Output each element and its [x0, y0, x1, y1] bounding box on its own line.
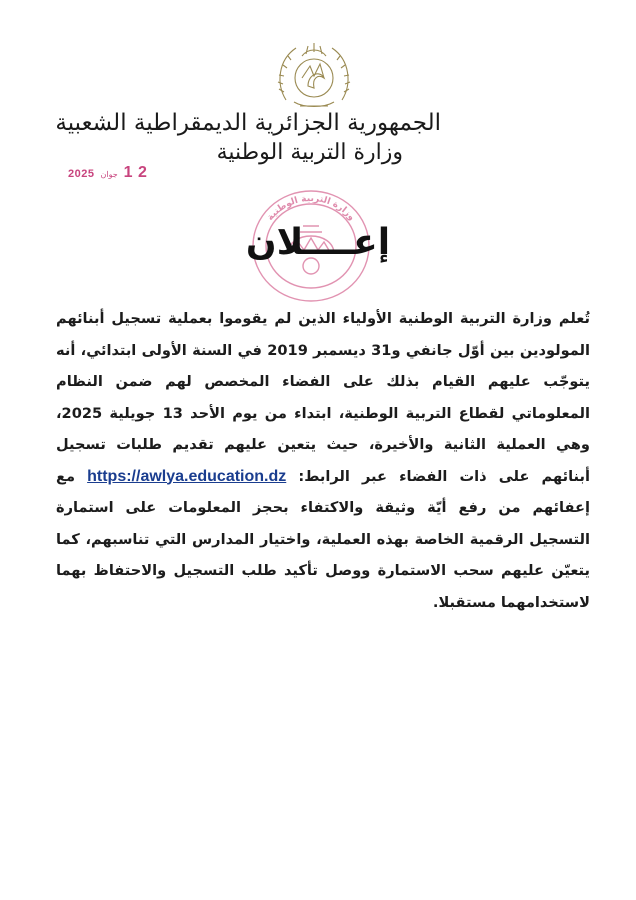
date-stamp-day: 1 2 [123, 164, 148, 181]
announcement-text-part-2: مع إعفائهم من رفع أيّة وثيقة والاكتفاء بحجز المعلومات على استمارة التسجيل الرقمية الخاصة بهذه العملية، واختيار المدارس التي تناسبهم، كما يتعيّن عليهم سحب الاستمارة ووصل تأكيد طلب التسجيل والاحتفاظ بهما لاستخدامهما مستقبلا. [56, 467, 590, 611]
national-emblem-icon [272, 38, 356, 116]
announcement-title: إعــــلان [245, 222, 391, 263]
republic-name: الجمهورية الجزائرية الديمقراطية الشعبية [55, 110, 441, 136]
ministry-name: وزارة التربية الوطنية [216, 140, 403, 165]
announcement-body [56, 303, 590, 618]
announcement-text-part-1: تُعلم وزارة التربية الوطنية الأولياء الذين لم يقوموا بعملية تسجيل أبنائهم المولودين بين أوّل جانفي و31 ديسمبر 2019 في السنة الأولى ابتدائي، أنه يتوجّب عليهم القيام بذلك على الفضاء المخصص لهم ضمن النظام المعلوماتي لقطاع التربية الوطنية، ابتداء من يوم الأحد 13 جويلية 2025، وهي العملية الثانية والأخيرة، حيث يتعين عليهم تقديم طلبات تسجيل أبنائهم على ذات الفضاء عبر الرابط: [56, 310, 590, 485]
registration-link[interactable]: https://awlya.education.dz [87, 467, 287, 485]
date-stamp-month: جوان [100, 170, 118, 179]
date-stamp [68, 164, 147, 182]
svg-text:وزارة التربية الوطنية [266, 194, 357, 223]
date-stamp-year: 2025 [68, 168, 95, 180]
seal-text: وزارة التربية الوطنية [265, 193, 357, 223]
